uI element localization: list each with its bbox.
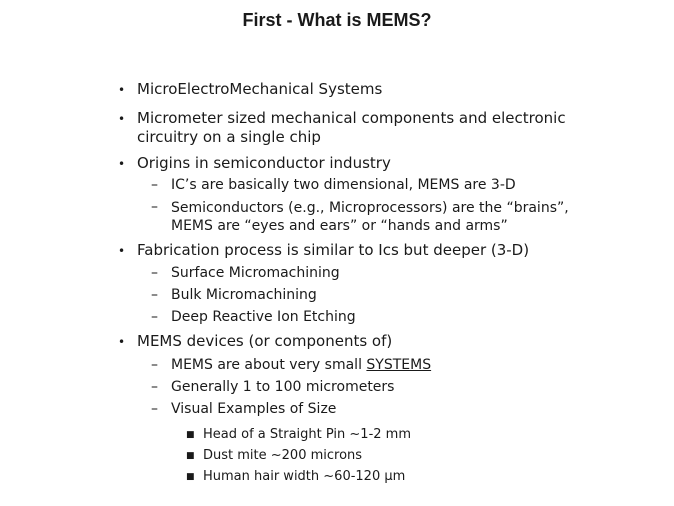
sub-bullet-bulk: Bulk Micromachining <box>171 287 317 303</box>
example-dust-mite: Dust mite ~200 microns <box>203 448 363 463</box>
bullet-marker: • <box>118 83 126 97</box>
sub-bullet-ic-dimensions: IC’s are basically two dimensional, MEMS are 3-D <box>171 177 516 193</box>
bullet-micrometer-components <box>137 109 566 147</box>
bullet-line: circuitry on a single chip <box>137 128 321 146</box>
bullet-marker: • <box>118 335 126 349</box>
bullet-line: Semiconductors (e.g., Microprocessors) are the “brains”, <box>171 200 569 216</box>
sub-bullet-marker: – <box>151 265 158 281</box>
sub-bullet-size-range: Generally 1 to 100 micrometers <box>171 379 395 395</box>
square-bullet-icon: ■ <box>186 430 195 440</box>
square-bullet-icon: ■ <box>186 451 195 461</box>
bullet-marker: • <box>118 112 126 126</box>
sub-bullet-marker: – <box>151 357 158 373</box>
example-human-hair: Human hair width ~60-120 µm <box>203 469 406 484</box>
bullet-marker: • <box>118 157 126 171</box>
sub-bullet-marker: – <box>151 309 158 325</box>
sub-bullet-marker: – <box>151 401 158 417</box>
sub-bullet-semiconductors <box>171 199 569 235</box>
example-straight-pin: Head of a Straight Pin ~1-2 mm <box>203 427 411 442</box>
bullet-mems-devices: MEMS devices (or components of) <box>137 332 393 350</box>
square-bullet-icon: ■ <box>186 472 195 482</box>
bullet-text: MEMS are about very small <box>171 357 367 373</box>
sub-bullet-visual-examples: Visual Examples of Size <box>171 401 337 417</box>
sub-bullet-marker: – <box>151 379 158 395</box>
bullet-mems-definition: MicroElectroMechanical Systems <box>137 80 383 98</box>
sub-bullet-small-systems <box>171 357 431 373</box>
sub-bullet-marker: – <box>151 287 158 303</box>
bullet-origins: Origins in semiconductor industry <box>137 154 391 172</box>
slide-title: First - What is MEMS? <box>242 10 432 30</box>
bullet-line: MEMS are “eyes and ears” or “hands and arms” <box>171 218 508 234</box>
sub-bullet-marker: – <box>151 199 158 215</box>
bullet-fabrication: Fabrication process is similar to Ics but deeper (3-D) <box>137 241 530 259</box>
sub-bullet-marker: – <box>151 177 158 193</box>
underlined-systems: SYSTEMS <box>366 357 432 373</box>
sub-bullet-surface: Surface Micromachining <box>171 265 340 281</box>
sub-bullet-drie: Deep Reactive Ion Etching <box>171 309 356 325</box>
bullet-marker: • <box>118 244 126 258</box>
bullet-line: Micrometer sized mechanical components and electronic <box>137 109 566 127</box>
